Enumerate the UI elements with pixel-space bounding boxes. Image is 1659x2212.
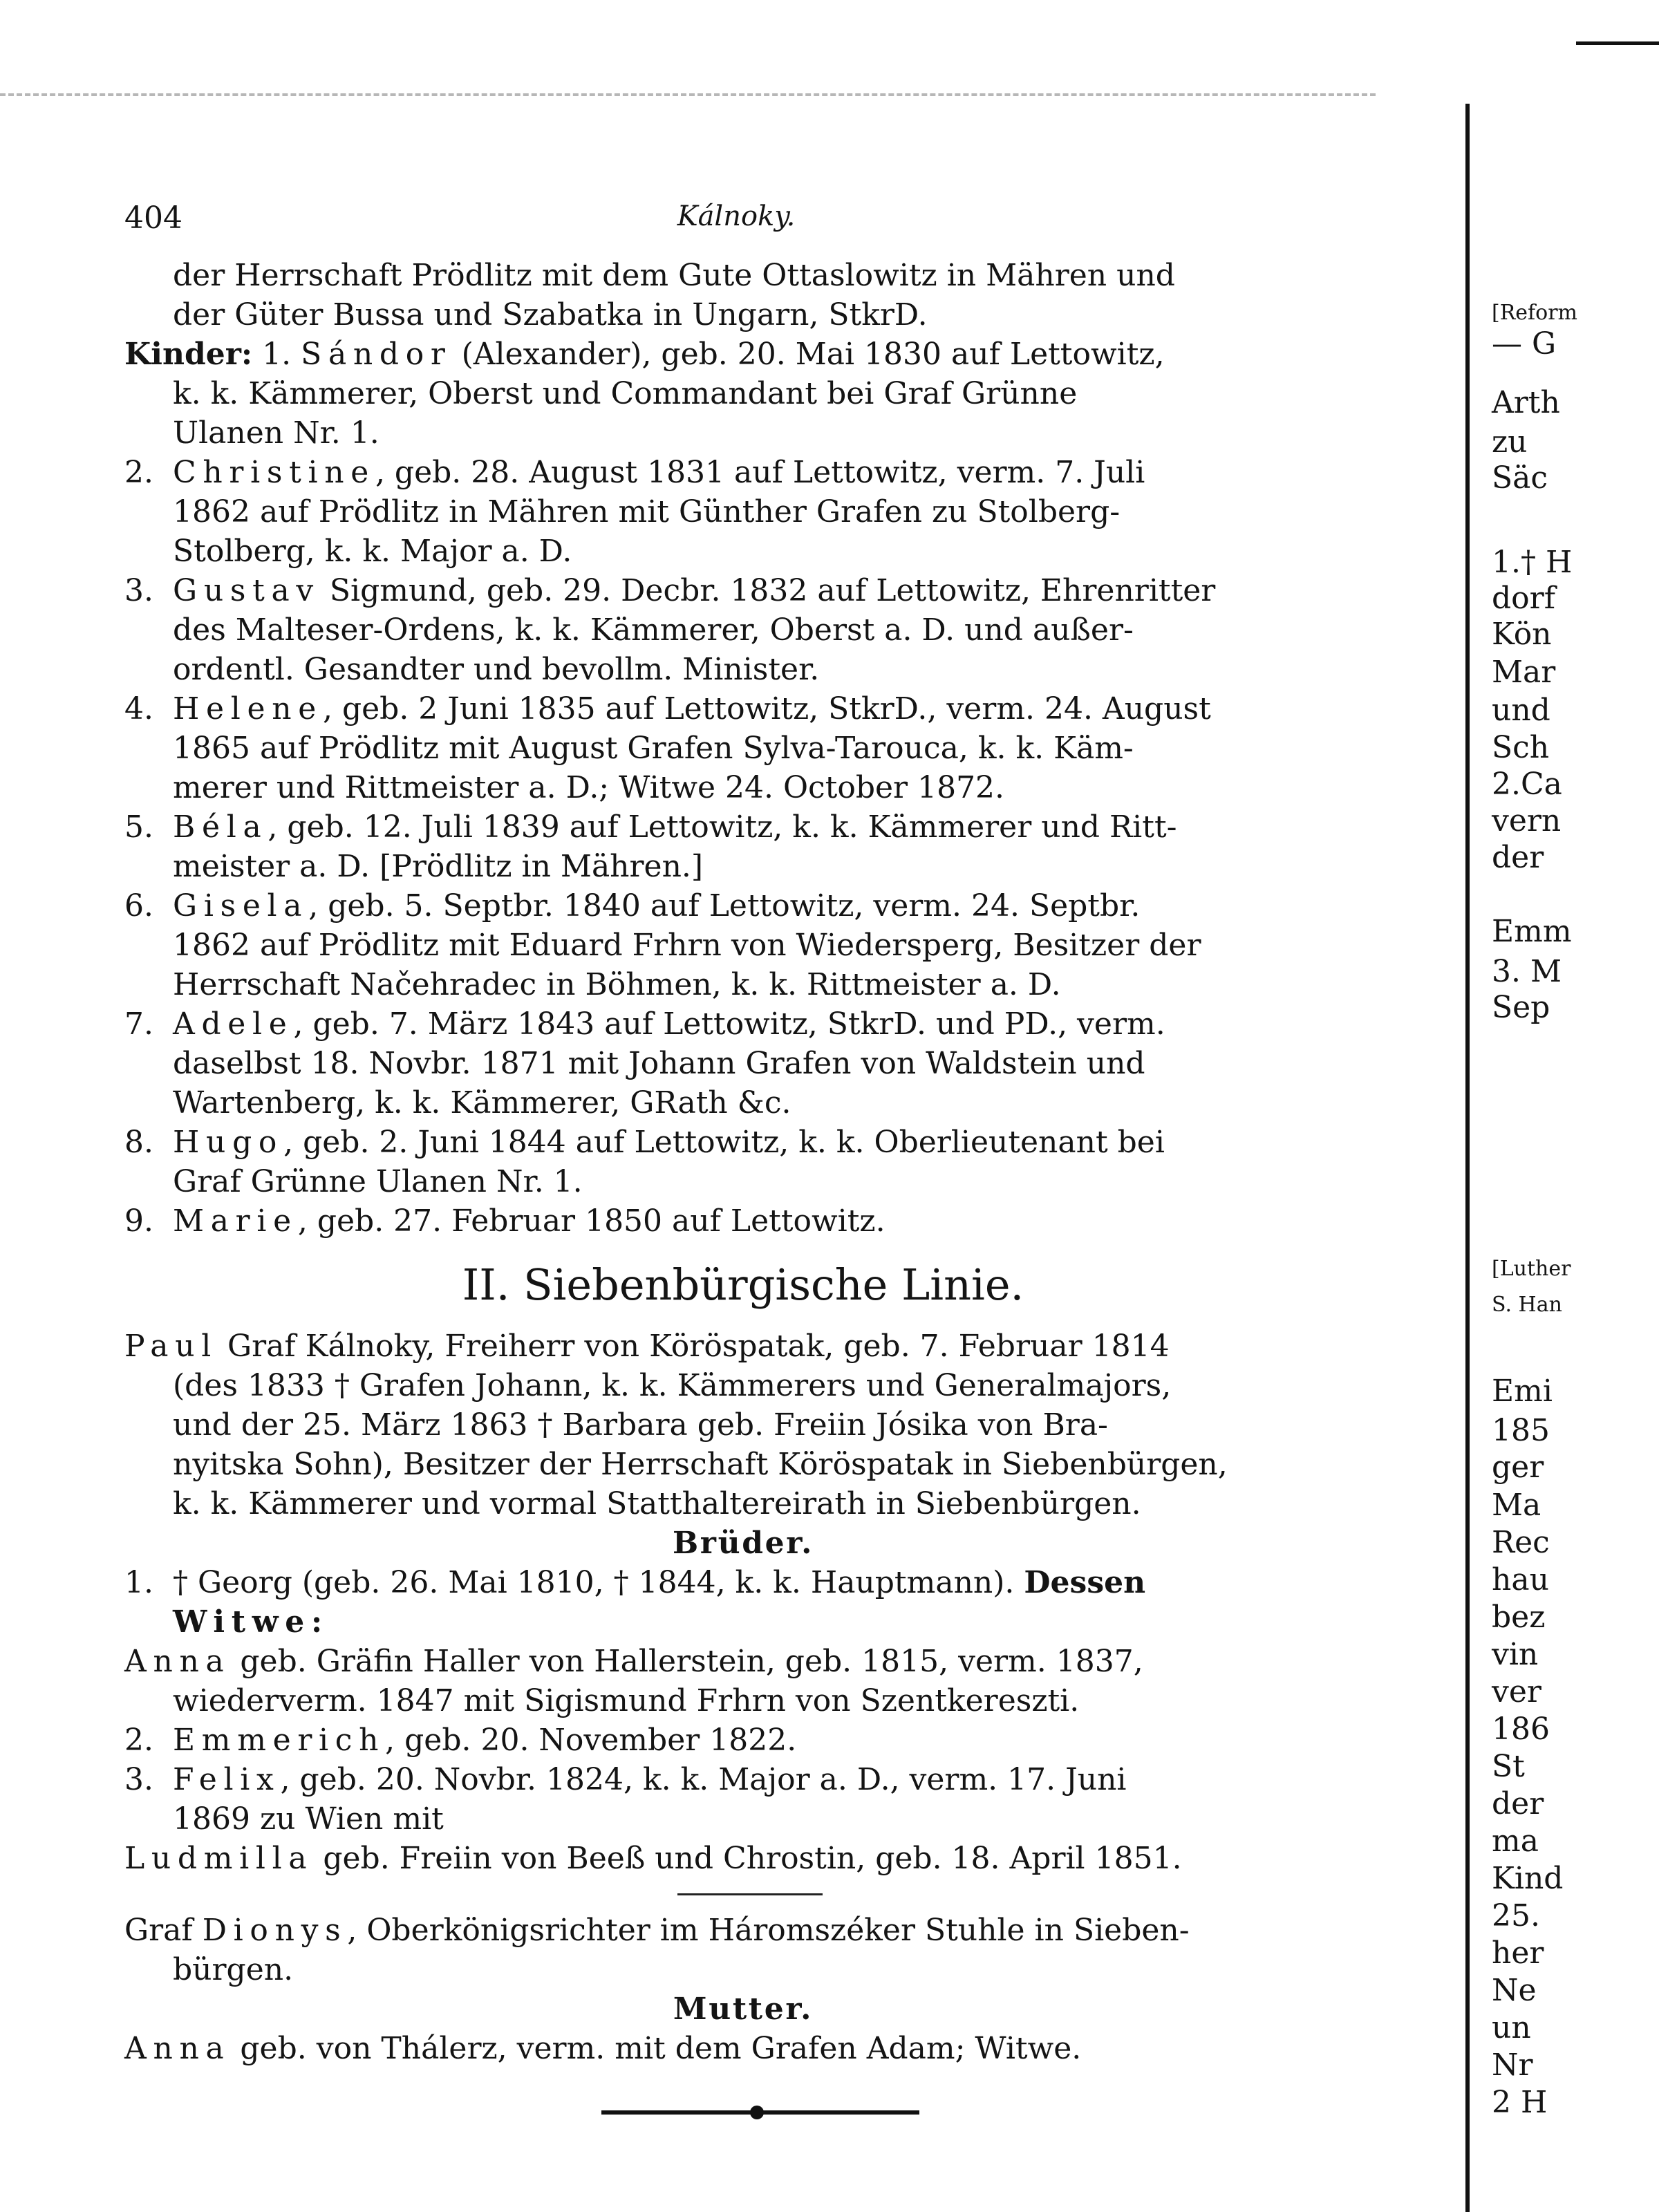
np-line: Sep bbox=[1492, 990, 1550, 1025]
anna-thalerz-text: geb. von Thálerz, verm. mit dem Grafen Adam; Witwe. bbox=[230, 2031, 1082, 2066]
felix-name: Felix bbox=[173, 1762, 281, 1797]
child-name: Hugo bbox=[173, 1125, 284, 1160]
np-line: 1.† H bbox=[1492, 545, 1573, 580]
np-line: ma bbox=[1492, 1824, 1539, 1859]
page-header bbox=[124, 200, 1348, 249]
dionys-name: Dionys bbox=[202, 1913, 348, 1948]
child-entry bbox=[124, 1201, 1362, 1241]
np-line: und bbox=[1492, 693, 1550, 728]
adjacent-page-top-rule bbox=[1576, 41, 1659, 45]
ludmilla-entry bbox=[124, 1839, 1362, 1878]
child-text: , geb. 27. Februar 1850 auf Lettowitz. bbox=[297, 1203, 885, 1239]
np-line: Kön bbox=[1492, 617, 1552, 652]
ludmilla-name: Ludmilla bbox=[124, 1841, 314, 1876]
np-line: [Reform bbox=[1492, 301, 1577, 325]
child-text: (Alexander), geb. 20. Mai 1830 auf Lettowitz, bbox=[451, 337, 1165, 372]
child-name: Marie bbox=[173, 1203, 298, 1239]
child-cont: Herrschaft Načehradec in Böhmen, k. k. Rittmeister a. D. bbox=[173, 967, 1061, 1002]
ludmilla-text: geb. Freiin von Beeß und Chrostin, geb. 18. April 1851. bbox=[313, 1841, 1182, 1876]
np-line: Emi bbox=[1492, 1374, 1553, 1409]
child-text: , geb. 28. August 1831 auf Lettowitz, verm. 7. Juli bbox=[375, 455, 1145, 490]
paul-entry bbox=[124, 1327, 1362, 1366]
anna-haller-cont: wiederverm. 1847 mit Sigismund Frhrn von Szentkereszti. bbox=[173, 1683, 1080, 1718]
child-name: Sándor bbox=[301, 337, 452, 372]
child-name: Adele bbox=[173, 1006, 294, 1042]
np-line: der bbox=[1492, 1786, 1544, 1821]
np-line: der bbox=[1492, 840, 1544, 875]
child-cont: Stolberg, k. k. Major a. D. bbox=[173, 534, 572, 569]
child-number: 5. bbox=[124, 809, 153, 845]
np-line: un bbox=[1492, 2010, 1531, 2045]
np-line: S. Han bbox=[1492, 1293, 1562, 1317]
brueder-heading: Brüder. bbox=[672, 1526, 814, 1561]
child-cont: 1865 auf Prödlitz mit August Grafen Sylva-Tarouca, k. k. Käm- bbox=[173, 731, 1134, 766]
ornament-dot bbox=[750, 2106, 764, 2119]
child-number: 2. bbox=[124, 455, 153, 490]
np-line: 186 bbox=[1492, 1712, 1550, 1747]
child-cont: ordentl. Gesandter und bevollm. Minister. bbox=[173, 652, 820, 687]
child-entry bbox=[124, 689, 1362, 729]
np-line: 2.Ca bbox=[1492, 767, 1562, 802]
georg-number: 1. bbox=[124, 1565, 153, 1600]
np-line: vin bbox=[1492, 1637, 1539, 1672]
child-entry bbox=[124, 807, 1362, 847]
anna-haller-text: geb. Gräfin Haller von Hallerstein, geb. 1815, verm. 1837, bbox=[230, 1644, 1143, 1679]
anna-haller-name: Anna bbox=[124, 1644, 231, 1679]
separator-rule bbox=[677, 1893, 823, 1895]
child-text: , geb. 2 Juni 1835 auf Lettowitz, StkrD., verm. 24. August bbox=[322, 691, 1211, 727]
adjacent-page-border bbox=[1465, 104, 1470, 2212]
mutter-heading: Mutter. bbox=[673, 1991, 814, 2027]
scan-edge-line bbox=[0, 93, 1376, 96]
child-name: Gustav bbox=[173, 573, 320, 608]
paul-cont: (des 1833 † Grafen Johann, k. k. Kämmerers und Generalmajors, bbox=[173, 1368, 1172, 1403]
witwe-label-line bbox=[124, 1602, 1362, 1642]
child-number: 7. bbox=[124, 1006, 153, 1042]
emmerich-entry bbox=[124, 1721, 1362, 1760]
np-line: zu bbox=[1492, 424, 1528, 460]
felix-cont: 1869 zu Wien mit bbox=[173, 1801, 444, 1837]
dessen-label: Dessen bbox=[1024, 1565, 1146, 1600]
child-cont: 1862 auf Prödlitz mit Eduard Frhrn von Wiedersperg, Besitzer der bbox=[173, 928, 1201, 963]
child-cont: k. k. Kämmerer, Oberst und Commandant bei Graf Grünne bbox=[173, 376, 1078, 411]
np-line: Kind bbox=[1492, 1861, 1564, 1896]
child-number: 9. bbox=[124, 1203, 153, 1239]
np-line: bez bbox=[1492, 1600, 1546, 1635]
np-line: 185 bbox=[1492, 1413, 1550, 1448]
end-ornament bbox=[601, 2101, 919, 2122]
intro-line: der Güter Bussa und Szabatka in Ungarn, StkrD. bbox=[173, 297, 928, 332]
georg-text: † Georg (geb. 26. Mai 1810, † 1844, k. k. Hauptmann). bbox=[173, 1565, 1015, 1600]
paul-text: Graf Kálnoky, Freiherr von Köröspatak, geb. 7. Februar 1814 bbox=[218, 1329, 1170, 1364]
np-line: her bbox=[1492, 1936, 1544, 1971]
child-cont: 1862 auf Prödlitz in Mähren mit Günther Grafen zu Stolberg- bbox=[173, 494, 1121, 529]
child-cont: meister a. D. [Prödlitz in Mähren.] bbox=[173, 849, 704, 884]
main-text-block bbox=[124, 256, 1362, 2122]
np-line: 3. M bbox=[1492, 954, 1562, 989]
np-line: Arth bbox=[1492, 385, 1560, 420]
child-name: Béla bbox=[173, 809, 268, 845]
child-cont: daselbst 18. Novbr. 1871 mit Johann Grafen von Waldstein und bbox=[173, 1046, 1145, 1081]
child-text: , geb. 5. Septbr. 1840 auf Lettowitz, verm. 24. Septbr. bbox=[308, 888, 1141, 924]
felix-text: , geb. 20. Novbr. 1824, k. k. Major a. D., verm. 17. Juni bbox=[280, 1762, 1127, 1797]
witwe-label: Witwe: bbox=[173, 1604, 329, 1640]
child-entry bbox=[124, 886, 1362, 926]
paul-cont: und der 25. März 1863 † Barbara geb. Freiin Jósika von Bra- bbox=[173, 1407, 1108, 1443]
np-line: Emm bbox=[1492, 914, 1572, 949]
kinder-heading: Kinder: bbox=[124, 337, 253, 372]
section-title: II. Siebenbürgische Linie. bbox=[462, 1259, 1024, 1310]
page-number: 404 bbox=[124, 200, 182, 236]
child-text: , geb. 2. Juni 1844 auf Lettowitz, k. k. Oberlieutenant bei bbox=[283, 1125, 1165, 1160]
emmerich-number: 2. bbox=[124, 1723, 153, 1758]
child-number: 4. bbox=[124, 691, 153, 727]
np-line: Ne bbox=[1492, 1973, 1537, 2008]
adjacent-page-edge bbox=[1465, 0, 1659, 2212]
felix-number: 3. bbox=[124, 1762, 153, 1797]
np-line: ver bbox=[1492, 1674, 1541, 1709]
np-line: dorf bbox=[1492, 581, 1555, 616]
np-line: 25. bbox=[1492, 1898, 1540, 1933]
child-number: 1. bbox=[262, 337, 292, 372]
anna-thalerz-name: Anna bbox=[124, 2031, 231, 2066]
paul-name: Paul bbox=[124, 1329, 218, 1364]
paul-cont: k. k. Kämmerer und vormal Statthaltereirath in Siebenbürgen. bbox=[173, 1486, 1141, 1521]
np-line: Mar bbox=[1492, 655, 1556, 690]
np-line: — G bbox=[1492, 326, 1557, 362]
np-line: vern bbox=[1492, 803, 1562, 838]
intro-line: der Herrschaft Prödlitz mit dem Gute Ottaslowitz in Mähren und bbox=[173, 258, 1175, 293]
np-line: 2 H bbox=[1492, 2085, 1548, 2120]
child-cont: des Malteser-Ordens, k. k. Kämmerer, Oberst a. D. und außer- bbox=[173, 612, 1134, 648]
child-name: Helene bbox=[173, 691, 323, 727]
dionys-entry bbox=[124, 1911, 1362, 1950]
child-text: , geb. 7. März 1843 auf Lettowitz, StkrD. und PD., verm. bbox=[293, 1006, 1165, 1042]
child-name: Christine bbox=[173, 455, 375, 490]
np-line: [Luther bbox=[1492, 1257, 1571, 1281]
child-name: Gisela bbox=[173, 888, 309, 924]
dionys-cont: bürgen. bbox=[173, 1952, 294, 1987]
child-number: 3. bbox=[124, 573, 153, 608]
anna-haller-entry bbox=[124, 1642, 1362, 1681]
paul-cont: nyitska Sohn), Besitzer der Herrschaft Köröspatak in Siebenbürgen, bbox=[173, 1447, 1228, 1482]
np-line: Säc bbox=[1492, 460, 1548, 496]
np-line: ger bbox=[1492, 1450, 1544, 1485]
np-line: Sch bbox=[1492, 730, 1550, 765]
np-line: Rec bbox=[1492, 1525, 1550, 1560]
np-line: St bbox=[1492, 1749, 1525, 1784]
child-number: 6. bbox=[124, 888, 153, 924]
felix-entry bbox=[124, 1760, 1362, 1799]
child-entry bbox=[124, 1123, 1362, 1162]
np-line: Nr bbox=[1492, 2047, 1533, 2083]
np-line: hau bbox=[1492, 1562, 1549, 1597]
child-cont: Wartenberg, k. k. Kämmerer, GRath &c. bbox=[173, 1085, 791, 1121]
child-cont: Graf Grünne Ulanen Nr. 1. bbox=[173, 1164, 583, 1199]
running-head: Kálnoky. bbox=[677, 200, 796, 232]
np-line: Ma bbox=[1492, 1488, 1541, 1523]
child-entry bbox=[124, 1004, 1362, 1044]
georg-entry bbox=[124, 1563, 1362, 1602]
child-cont: Ulanen Nr. 1. bbox=[173, 415, 379, 451]
child-number: 8. bbox=[124, 1125, 153, 1160]
emmerich-name: Emmerich bbox=[173, 1723, 386, 1758]
child-text: Sigmund, geb. 29. Decbr. 1832 auf Lettowitz, Ehrenritter bbox=[319, 573, 1216, 608]
child-entry bbox=[124, 571, 1362, 610]
dionys-text: , Oberkönigsrichter im Háromszéker Stuhle in Sieben- bbox=[347, 1913, 1190, 1948]
child-text: , geb. 12. Juli 1839 auf Lettowitz, k. k. Kämmerer und Ritt- bbox=[268, 809, 1177, 845]
anna-thalerz-entry bbox=[124, 2029, 1362, 2068]
emmerich-text: , geb. 20. November 1822. bbox=[385, 1723, 797, 1758]
dionys-prefix: Graf bbox=[124, 1913, 203, 1948]
kinder-entry bbox=[124, 335, 1362, 374]
child-cont: merer und Rittmeister a. D.; Witwe 24. October 1872. bbox=[173, 770, 1005, 805]
child-entry bbox=[124, 453, 1362, 492]
